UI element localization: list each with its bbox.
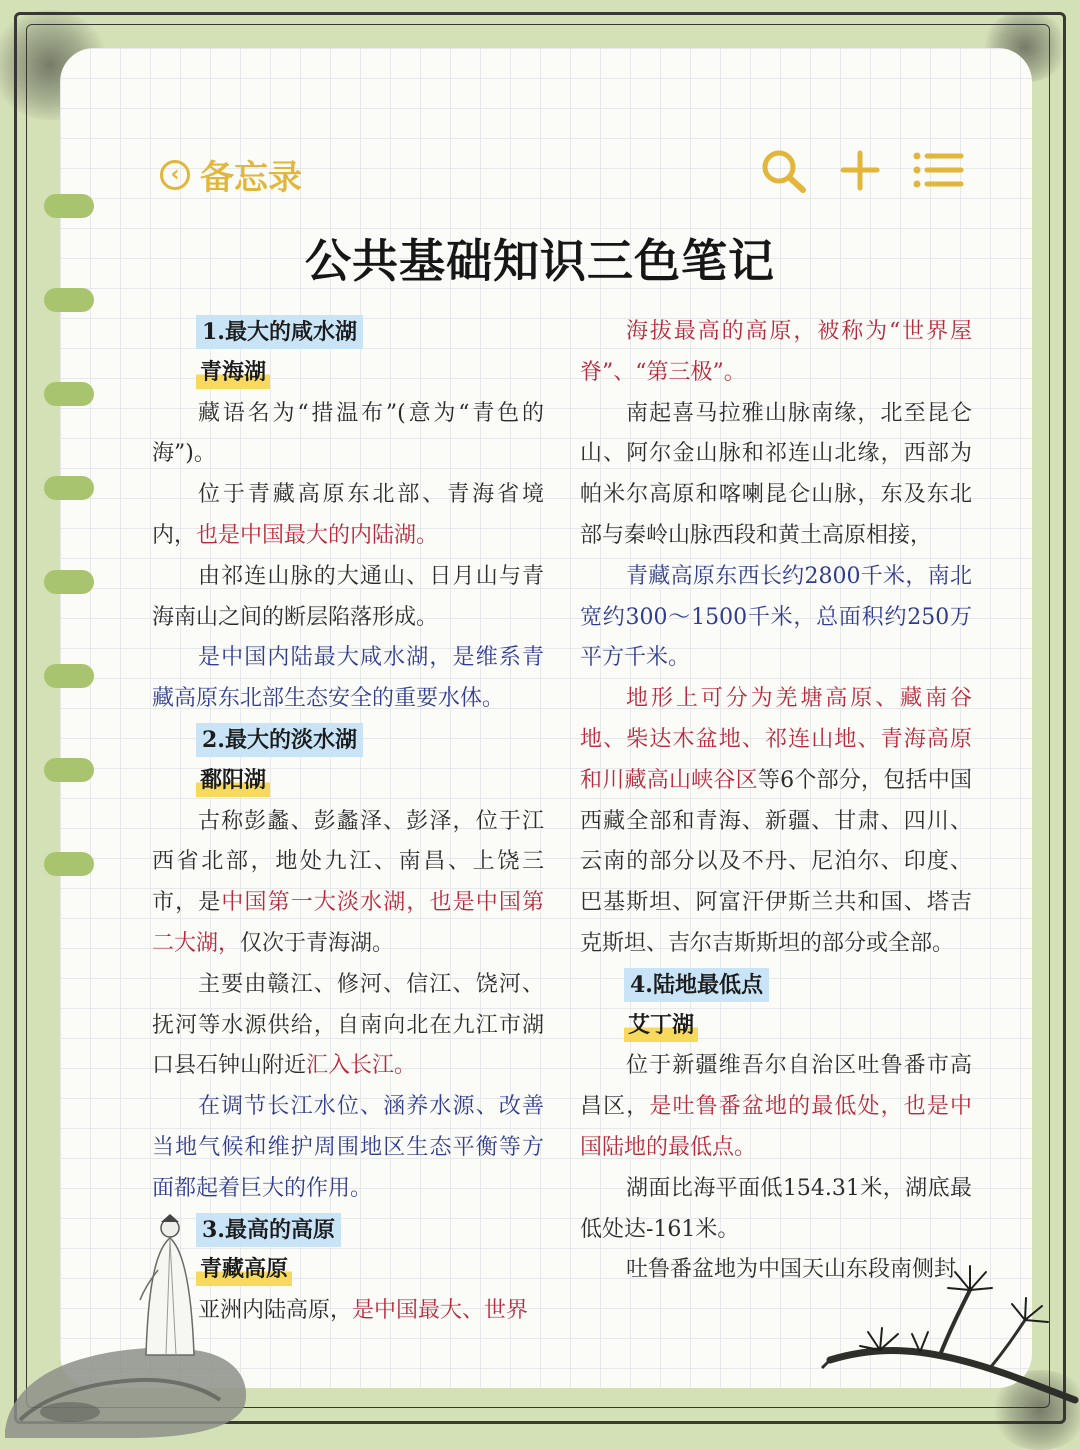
paragraph-blue: 是中国内陆最大咸水湖，是维系青藏高原东北部生态安全的重要水体。	[152, 645, 544, 712]
right-column	[580, 312, 972, 1291]
paragraph: 位于青藏高原东北部、青海省境内，也是中国最大的内陆湖。	[152, 482, 544, 548]
paragraph: 吐鲁番盆地为中国天山东段南侧封	[626, 1257, 957, 1283]
list-icon[interactable]	[912, 148, 964, 194]
binder-tab	[44, 382, 94, 406]
paragraph-red: 海拔最高的高原，被称为“世界屋脊”、“第三极”。	[580, 319, 972, 385]
top-bar	[160, 148, 970, 198]
paragraph: 湖面比海平面低154.31米，湖底最低处达-161米。	[580, 1175, 972, 1242]
chevron-left-circle-icon: ‹	[160, 160, 190, 190]
section-subject: 鄱阳湖	[196, 763, 270, 797]
binder-tab	[44, 852, 94, 876]
plus-icon[interactable]	[840, 148, 880, 194]
paragraph: 亚洲内陆高原，是中国最大、世界	[198, 1298, 529, 1324]
paragraph-blue: 在调节长江水位、涵养水源、改善当地气候和维护周围地区生态平衡等方面都起着巨大的作用。	[152, 1094, 544, 1201]
section-heading: 3.最高的高原	[196, 1213, 341, 1247]
section-subject: 艾丁湖	[624, 1008, 698, 1042]
page-title: 公共基础知识三色笔记	[291, 225, 789, 291]
binder-tab	[44, 476, 94, 500]
paragraph: 地形上可分为羌塘高原、藏南谷地、柴达木盆地、祁连山地、青海高原和川藏高山峡谷区等6个部分，包括中国西藏全部和青海、新疆、甘肃、四川、云南的部分以及不丹、尼泊尔、印度、巴基斯坦、阿富汗伊斯兰共和国、塔吉克斯坦、吉尔吉斯斯坦的部分或全部。	[580, 686, 972, 956]
binder-tab	[44, 570, 94, 594]
paragraph: 藏语名为“措温布”(意为“青色的海”)。	[152, 400, 544, 467]
title-area	[0, 225, 1080, 291]
search-icon[interactable]	[760, 148, 808, 194]
section-heading: 2.最大的淡水湖	[196, 723, 363, 757]
section-subject: 青海湖	[196, 355, 270, 389]
binder-tab	[44, 194, 94, 218]
left-column	[152, 312, 544, 1332]
paragraph: 主要由赣江、修河、信江、饶河、抚河等水源供给，自南向北在九江市湖口县石钟山附近汇入长江。	[152, 971, 544, 1079]
paragraph: 南起喜马拉雅山脉南缘，北至昆仑山、阿尔金山脉和祁连山北缘，西部为帕米尔高原和喀喇昆仑山脉，东及东北部与秦岭山脉西段和黄土高原相接，	[580, 400, 972, 548]
ink-pine-branch	[820, 1250, 1080, 1430]
binder-tab	[44, 664, 94, 688]
binder-tab	[44, 288, 94, 312]
paragraph: 由祁连山脉的大通山、日月山与青海南山之间的断层陷落形成。	[152, 563, 544, 630]
ink-rock	[0, 1300, 250, 1440]
back-button[interactable]	[160, 150, 302, 199]
paragraph: 古称彭蠡、彭蠡泽、彭泽，位于江西省北部，地处九江、南昌、上饶三市，是中国第一大淡水湖，也是中国第二大湖，仅次于青海湖。	[152, 808, 544, 956]
section-heading: 1.最大的咸水湖	[196, 315, 363, 349]
ink-scholar-figure	[130, 1210, 210, 1360]
paragraph-blue: 青藏高原东西长约2800千米，南北宽约300～1500千米，总面积约250万平方千米。	[580, 563, 972, 671]
section-heading: 4.陆地最低点	[624, 968, 769, 1002]
back-label: 备忘录	[200, 158, 302, 198]
binder-tab	[44, 758, 94, 782]
paragraph: 位于新疆维吾尔自治区吐鲁番市高昌区，是吐鲁番盆地的最低处，也是中国陆地的最低点。	[580, 1053, 972, 1160]
section-subject: 青藏高原	[196, 1252, 292, 1286]
